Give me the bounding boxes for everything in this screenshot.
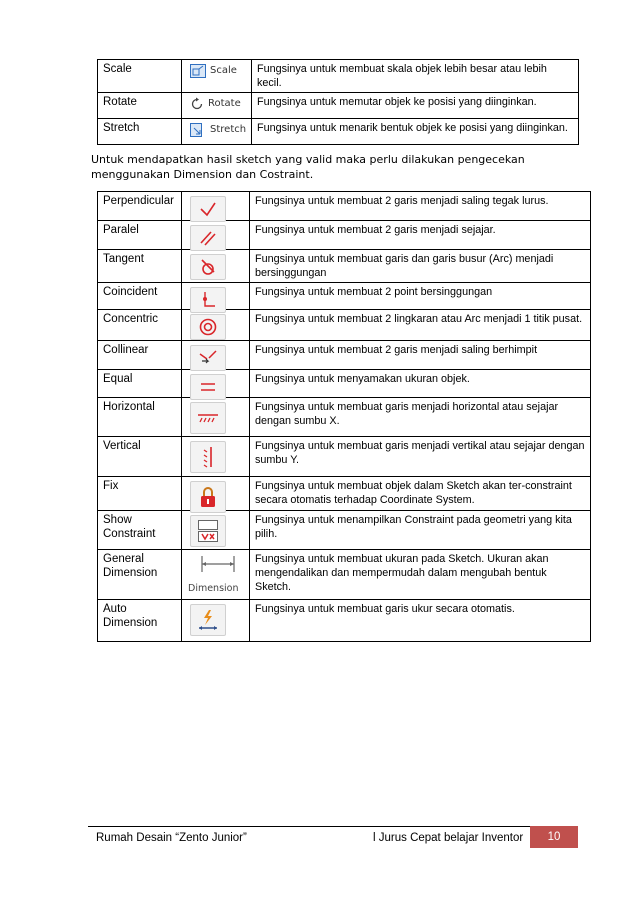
horizontal-icon [196, 410, 220, 426]
tool-name: Rotate [98, 93, 182, 119]
table-row [98, 250, 591, 283]
parallel-icon [198, 229, 218, 247]
show-constraints-icon [197, 519, 219, 543]
table-row [98, 192, 591, 221]
constraint-icon-cell [182, 600, 250, 642]
table-row [98, 283, 591, 310]
rotate-button-label: Rotate [208, 98, 241, 109]
constraint-desc: Fungsinya untuk menampilkan Constraint pada geometri yang kita pilih. [250, 511, 591, 550]
table-row [98, 119, 579, 145]
tools-table [97, 59, 579, 145]
table-row [98, 370, 591, 398]
page-number: 10 [530, 826, 578, 848]
constraint-desc: Fungsinya untuk membuat garis menjadi vertikal atau sejajar dengan sumbu Y. [250, 437, 591, 477]
footer-divider [88, 826, 578, 827]
tool-desc: Fungsinya untuk membuat skala objek lebih besar atau lebih kecil. [252, 60, 579, 93]
table-row [98, 93, 579, 119]
constraint-icon-cell [182, 370, 250, 398]
tool-desc: Fungsinya untuk memutar objek ke posisi yang diinginkan. [252, 93, 579, 119]
constraint-name: Coincident [98, 283, 182, 310]
constraint-name: Equal [98, 370, 182, 398]
constraint-name: Collinear [98, 341, 182, 370]
constraint-desc: Fungsinya untuk membuat objek dalam Sketch akan ter-constraint secara otomatis terhadap Coordinate System. [250, 477, 591, 511]
constraint-desc: Fungsinya untuk membuat garis ukur secara otomatis. [250, 600, 591, 642]
scale-button-label: Scale [210, 65, 237, 76]
table-row [98, 437, 591, 477]
constraint-desc: Fungsinya untuk membuat 2 garis menjadi saling berhimpit [250, 341, 591, 370]
concentric-icon [198, 317, 218, 337]
coincident-icon [198, 290, 218, 310]
scale-icon [190, 64, 206, 78]
constraint-desc: Fungsinya untuk membuat 2 point bersinggungan [250, 283, 591, 310]
table-row [98, 310, 591, 341]
constraint-icon-cell [182, 511, 250, 550]
tool-icon-cell [182, 93, 252, 119]
constraint-icon-cell [182, 398, 250, 437]
tool-icon-cell [182, 119, 252, 145]
constraint-name: Tangent [98, 250, 182, 283]
table-row [98, 477, 591, 511]
stretch-icon [190, 123, 206, 137]
table-row [98, 221, 591, 250]
scale-button [182, 60, 251, 78]
equal-icon [198, 380, 218, 394]
constraint-name: Perpendicular [98, 192, 182, 221]
constraint-desc: Fungsinya untuk membuat 2 garis menjadi saling tegak lurus. [250, 192, 591, 221]
constraint-name: Show Constraint [98, 511, 182, 550]
constraint-icon-cell [182, 477, 250, 511]
rotate-icon [190, 97, 204, 111]
dimension-icon [198, 552, 238, 580]
constraint-desc: Fungsinya untuk membuat 2 lingkaran atau Arc menjadi 1 titik pusat. [250, 310, 591, 341]
constraint-name: Horizontal [98, 398, 182, 437]
constraints-table [97, 191, 591, 642]
constraint-icon-cell [182, 341, 250, 370]
constraint-desc: Fungsinya untuk menyamakan ukuran objek. [250, 370, 591, 398]
tool-icon-cell [182, 60, 252, 93]
constraint-name: Vertical [98, 437, 182, 477]
constraint-icon-cell [182, 550, 250, 600]
table-row [98, 511, 591, 550]
footer-left-text: Rumah Desain “Zento Junior” [96, 832, 247, 844]
constraint-name: Paralel [98, 221, 182, 250]
lock-icon [199, 486, 217, 508]
constraint-desc: Fungsinya untuk membuat garis menjadi horizontal atau sejajar dengan sumbu X. [250, 398, 591, 437]
collinear-icon [198, 349, 218, 367]
tool-name: Stretch [98, 119, 182, 145]
intro-paragraph: Untuk mendapatkan hasil sketch yang valid maka perlu dilakukan pengecekan menggunakan Dimension dan Costraint. [91, 153, 525, 181]
rotate-button [182, 93, 251, 111]
footer-right-text: l Jurus Cepat belajar Inventor [373, 832, 524, 844]
constraint-icon-cell [182, 310, 250, 341]
constraint-name: Fix [98, 477, 182, 511]
stretch-button [182, 119, 251, 137]
auto-dimension-icon [197, 608, 219, 632]
table-row [98, 600, 591, 642]
constraint-name: General Dimension [98, 550, 182, 600]
constraint-icon-cell [182, 283, 250, 310]
tool-name: Scale [98, 60, 182, 93]
tangent-icon [198, 258, 218, 276]
constraint-desc: Fungsinya untuk membuat 2 garis menjadi sejajar. [250, 221, 591, 250]
perpendicular-icon [198, 200, 218, 218]
constraint-name: Concentric [98, 310, 182, 341]
constraint-icon-cell [182, 221, 250, 250]
dimension-icon-label: Dimension [188, 583, 239, 594]
constraint-icon-cell [182, 437, 250, 477]
vertical-icon [200, 445, 216, 469]
constraint-desc: Fungsinya untuk membuat ukuran pada Sketch. Ukuran akan mengendalikan dan mempermudah dalam mengubah bentuk Sketch. [250, 550, 591, 600]
table-row [98, 341, 591, 370]
stretch-button-label: Stretch [210, 124, 247, 135]
constraint-icon-cell [182, 192, 250, 221]
table-row [98, 60, 579, 93]
table-row [98, 398, 591, 437]
constraint-name: Auto Dimension [98, 600, 182, 642]
constraint-icon-cell [182, 250, 250, 283]
table-row [98, 550, 591, 600]
constraint-desc: Fungsinya untuk membuat garis dan garis busur (Arc) menjadi bersinggungan [250, 250, 591, 283]
tool-desc: Fungsinya untuk menarik bentuk objek ke posisi yang diinginkan. [252, 119, 579, 145]
